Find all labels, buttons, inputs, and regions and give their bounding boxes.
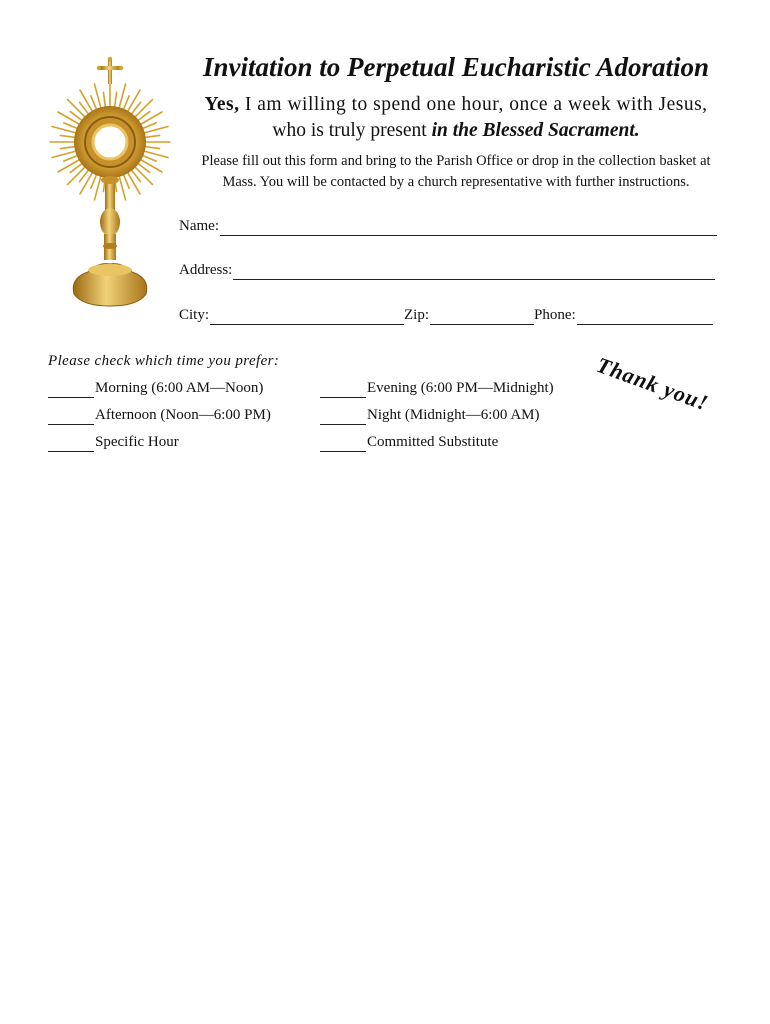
option-morning[interactable] xyxy=(48,378,263,398)
address-field[interactable] xyxy=(179,260,715,280)
night-blank[interactable] xyxy=(320,410,366,425)
phone-label: Phone: xyxy=(534,307,576,323)
city-label: City: xyxy=(179,307,210,323)
time-preference-prompt: Please check which time you prefer: xyxy=(48,353,280,369)
option-substitute[interactable] xyxy=(320,432,498,452)
pledge-emphasis: in the Blessed Sacrament. xyxy=(431,120,640,141)
option-afternoon[interactable] xyxy=(48,405,271,425)
monstrance-image xyxy=(48,56,174,310)
substitute-blank[interactable] xyxy=(320,437,366,452)
pledge-text: I am willing to spend one hour, once a week with Jesus, xyxy=(239,94,708,115)
night-label: Night (Midnight—6:00 AM) xyxy=(367,407,540,423)
morning-blank[interactable] xyxy=(48,383,94,398)
morning-label: Morning (6:00 AM—Noon) xyxy=(95,380,264,396)
thank-you-text: Thank you! xyxy=(593,352,712,416)
specific-blank[interactable] xyxy=(48,437,94,452)
pledge-line-2 xyxy=(178,118,734,144)
evening-blank[interactable] xyxy=(320,383,366,398)
option-specific-hour[interactable] xyxy=(48,432,179,452)
address-line[interactable] xyxy=(233,265,715,280)
pledge-line-1 xyxy=(178,92,734,118)
city-line[interactable] xyxy=(210,310,404,325)
instructions-text: Please fill out this form and bring to the Parish Office or drop in the collection basket at Mass. You will be contacted by a church representative with further instructions. xyxy=(201,153,711,190)
specific-label: Specific Hour xyxy=(95,434,179,450)
phone-line[interactable] xyxy=(577,310,713,325)
address-label: Address: xyxy=(179,262,233,278)
yes-word: Yes, xyxy=(204,94,240,115)
option-night[interactable] xyxy=(320,405,540,425)
zip-label: Zip: xyxy=(404,307,430,323)
city-zip-phone-row xyxy=(179,305,713,325)
option-evening[interactable] xyxy=(320,378,554,398)
evening-label: Evening (6:00 PM—Midnight) xyxy=(367,380,554,396)
name-field[interactable] xyxy=(179,216,717,236)
name-label: Name: xyxy=(179,218,219,234)
name-line[interactable] xyxy=(220,221,717,236)
afternoon-label: Afternoon (Noon—6:00 PM) xyxy=(95,407,271,423)
pledge-text-2: who is truly present xyxy=(272,120,432,141)
zip-line[interactable] xyxy=(430,310,534,325)
form-title: Invitation to Perpetual Eucharistic Adoration xyxy=(202,52,710,82)
substitute-label: Committed Substitute xyxy=(367,434,499,450)
afternoon-blank[interactable] xyxy=(48,410,94,425)
